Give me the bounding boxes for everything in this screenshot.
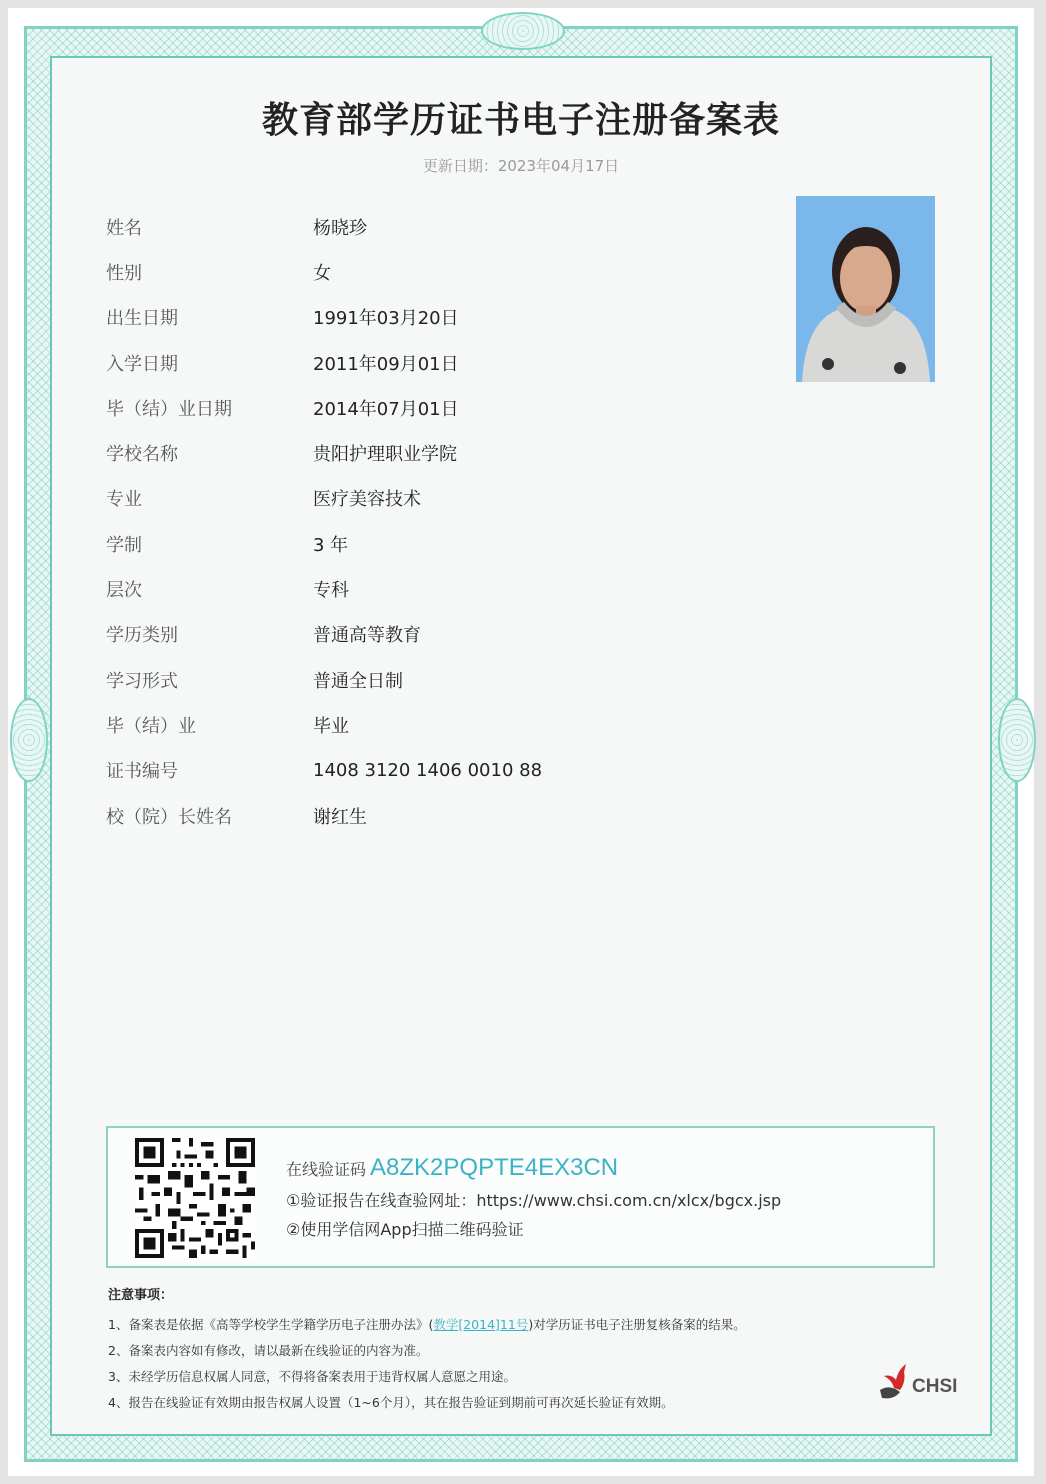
notes-heading: 注意事项： xyxy=(108,1288,174,1303)
field-value: 2014年07月01日 xyxy=(313,398,459,420)
verification-code-line xyxy=(286,1154,781,1182)
field-label: 毕（结）业 xyxy=(106,715,196,737)
id-photo xyxy=(796,196,935,382)
note-text: 1、备案表是依据《高等学校学生学籍学历电子注册办法》( xyxy=(108,1317,434,1332)
field-value: 医疗美容技术 xyxy=(313,489,421,511)
field-row-enroll-date xyxy=(106,340,746,385)
online-verification-box xyxy=(106,1126,935,1268)
regulation-link[interactable]: 教学[2014]11号 xyxy=(433,1317,529,1332)
field-label: 姓名 xyxy=(106,217,142,239)
field-label: 学制 xyxy=(106,534,142,556)
chsi-logo xyxy=(876,1360,960,1404)
field-label: 证书编号 xyxy=(106,761,178,783)
field-value: 普通高等教育 xyxy=(313,625,421,647)
field-label: 校（院）长姓名 xyxy=(106,806,232,828)
field-label: 学习形式 xyxy=(106,670,178,692)
border-rosette-right xyxy=(998,698,1036,782)
verification-info xyxy=(286,1154,781,1240)
field-row-name xyxy=(106,204,746,249)
certificate-sheet xyxy=(8,8,1034,1476)
border-rosette-left xyxy=(10,698,48,782)
note-text: )对学历证书电子注册复核备案的结果。 xyxy=(528,1317,746,1332)
field-label: 层次 xyxy=(106,580,142,602)
field-label: 出生日期 xyxy=(106,308,178,330)
portrait-image xyxy=(796,196,935,382)
field-label: 入学日期 xyxy=(106,353,178,375)
note-item xyxy=(108,1312,868,1338)
field-row-education-type xyxy=(106,612,746,657)
page-title: 教育部学历证书电子注册备案表 xyxy=(261,100,780,141)
field-value: 杨晓珍 xyxy=(313,217,367,239)
field-value: 谢红生 xyxy=(313,806,367,828)
verification-code: A8ZK2PQPTE4EX3CN xyxy=(370,1154,619,1181)
field-label: 性别 xyxy=(106,262,142,284)
field-row-president-name xyxy=(106,793,746,838)
field-label: 学校名称 xyxy=(106,444,178,466)
chsi-bird-icon xyxy=(876,1360,916,1404)
field-row-graduation-date xyxy=(106,385,746,430)
field-value: 普通全日制 xyxy=(313,670,403,692)
qr-code-icon[interactable] xyxy=(135,1138,255,1258)
field-value: 专科 xyxy=(313,580,349,602)
field-row-gender xyxy=(106,249,746,294)
border-rosette-top xyxy=(481,12,565,50)
verification-app-line: ②使用学信网App扫描二维码验证 xyxy=(286,1220,524,1239)
verification-code-label: 在线验证码 xyxy=(286,1160,367,1179)
field-row-school xyxy=(106,430,746,475)
field-row-duration xyxy=(106,521,746,566)
field-label: 学历类别 xyxy=(106,625,178,647)
note-item: 4、报告在线验证有效期由报告权属人设置（1~6个月），其在报告验证到期前可再次延长验证有效期。 xyxy=(108,1395,674,1410)
verification-url-line: ①验证报告在线查验网址：https://www.chsi.com.cn/xlcx/bgcx.jsp xyxy=(286,1191,782,1210)
notes-section xyxy=(108,1284,868,1416)
note-item: 3、未经学历信息权属人同意，不得将备案表用于违背权属人意愿之用途。 xyxy=(108,1369,516,1384)
field-row-birth-date xyxy=(106,295,746,340)
field-value: 女 xyxy=(313,262,331,284)
note-item: 2、备案表内容如有修改，请以最新在线验证的内容为准。 xyxy=(108,1343,429,1358)
field-row-study-form xyxy=(106,657,746,702)
field-row-graduation-status xyxy=(106,702,746,747)
field-label: 专业 xyxy=(106,489,142,511)
field-row-level xyxy=(106,566,746,611)
field-value: 3 年 xyxy=(313,534,349,556)
field-label: 毕（结）业日期 xyxy=(106,398,232,420)
field-row-major xyxy=(106,476,746,521)
field-value: 2011年09月01日 xyxy=(313,353,459,375)
info-fields xyxy=(106,204,746,838)
field-value: 贵阳护理职业学院 xyxy=(313,444,457,466)
field-value: 1408 3120 1406 0010 88 xyxy=(313,759,543,781)
update-date: 更新日期：2023年04月17日 xyxy=(422,157,620,175)
logo-text: CHSI xyxy=(912,1376,958,1397)
field-value: 1991年03月20日 xyxy=(313,308,459,330)
field-value: 毕业 xyxy=(313,715,349,737)
field-row-certificate-number xyxy=(106,748,746,793)
